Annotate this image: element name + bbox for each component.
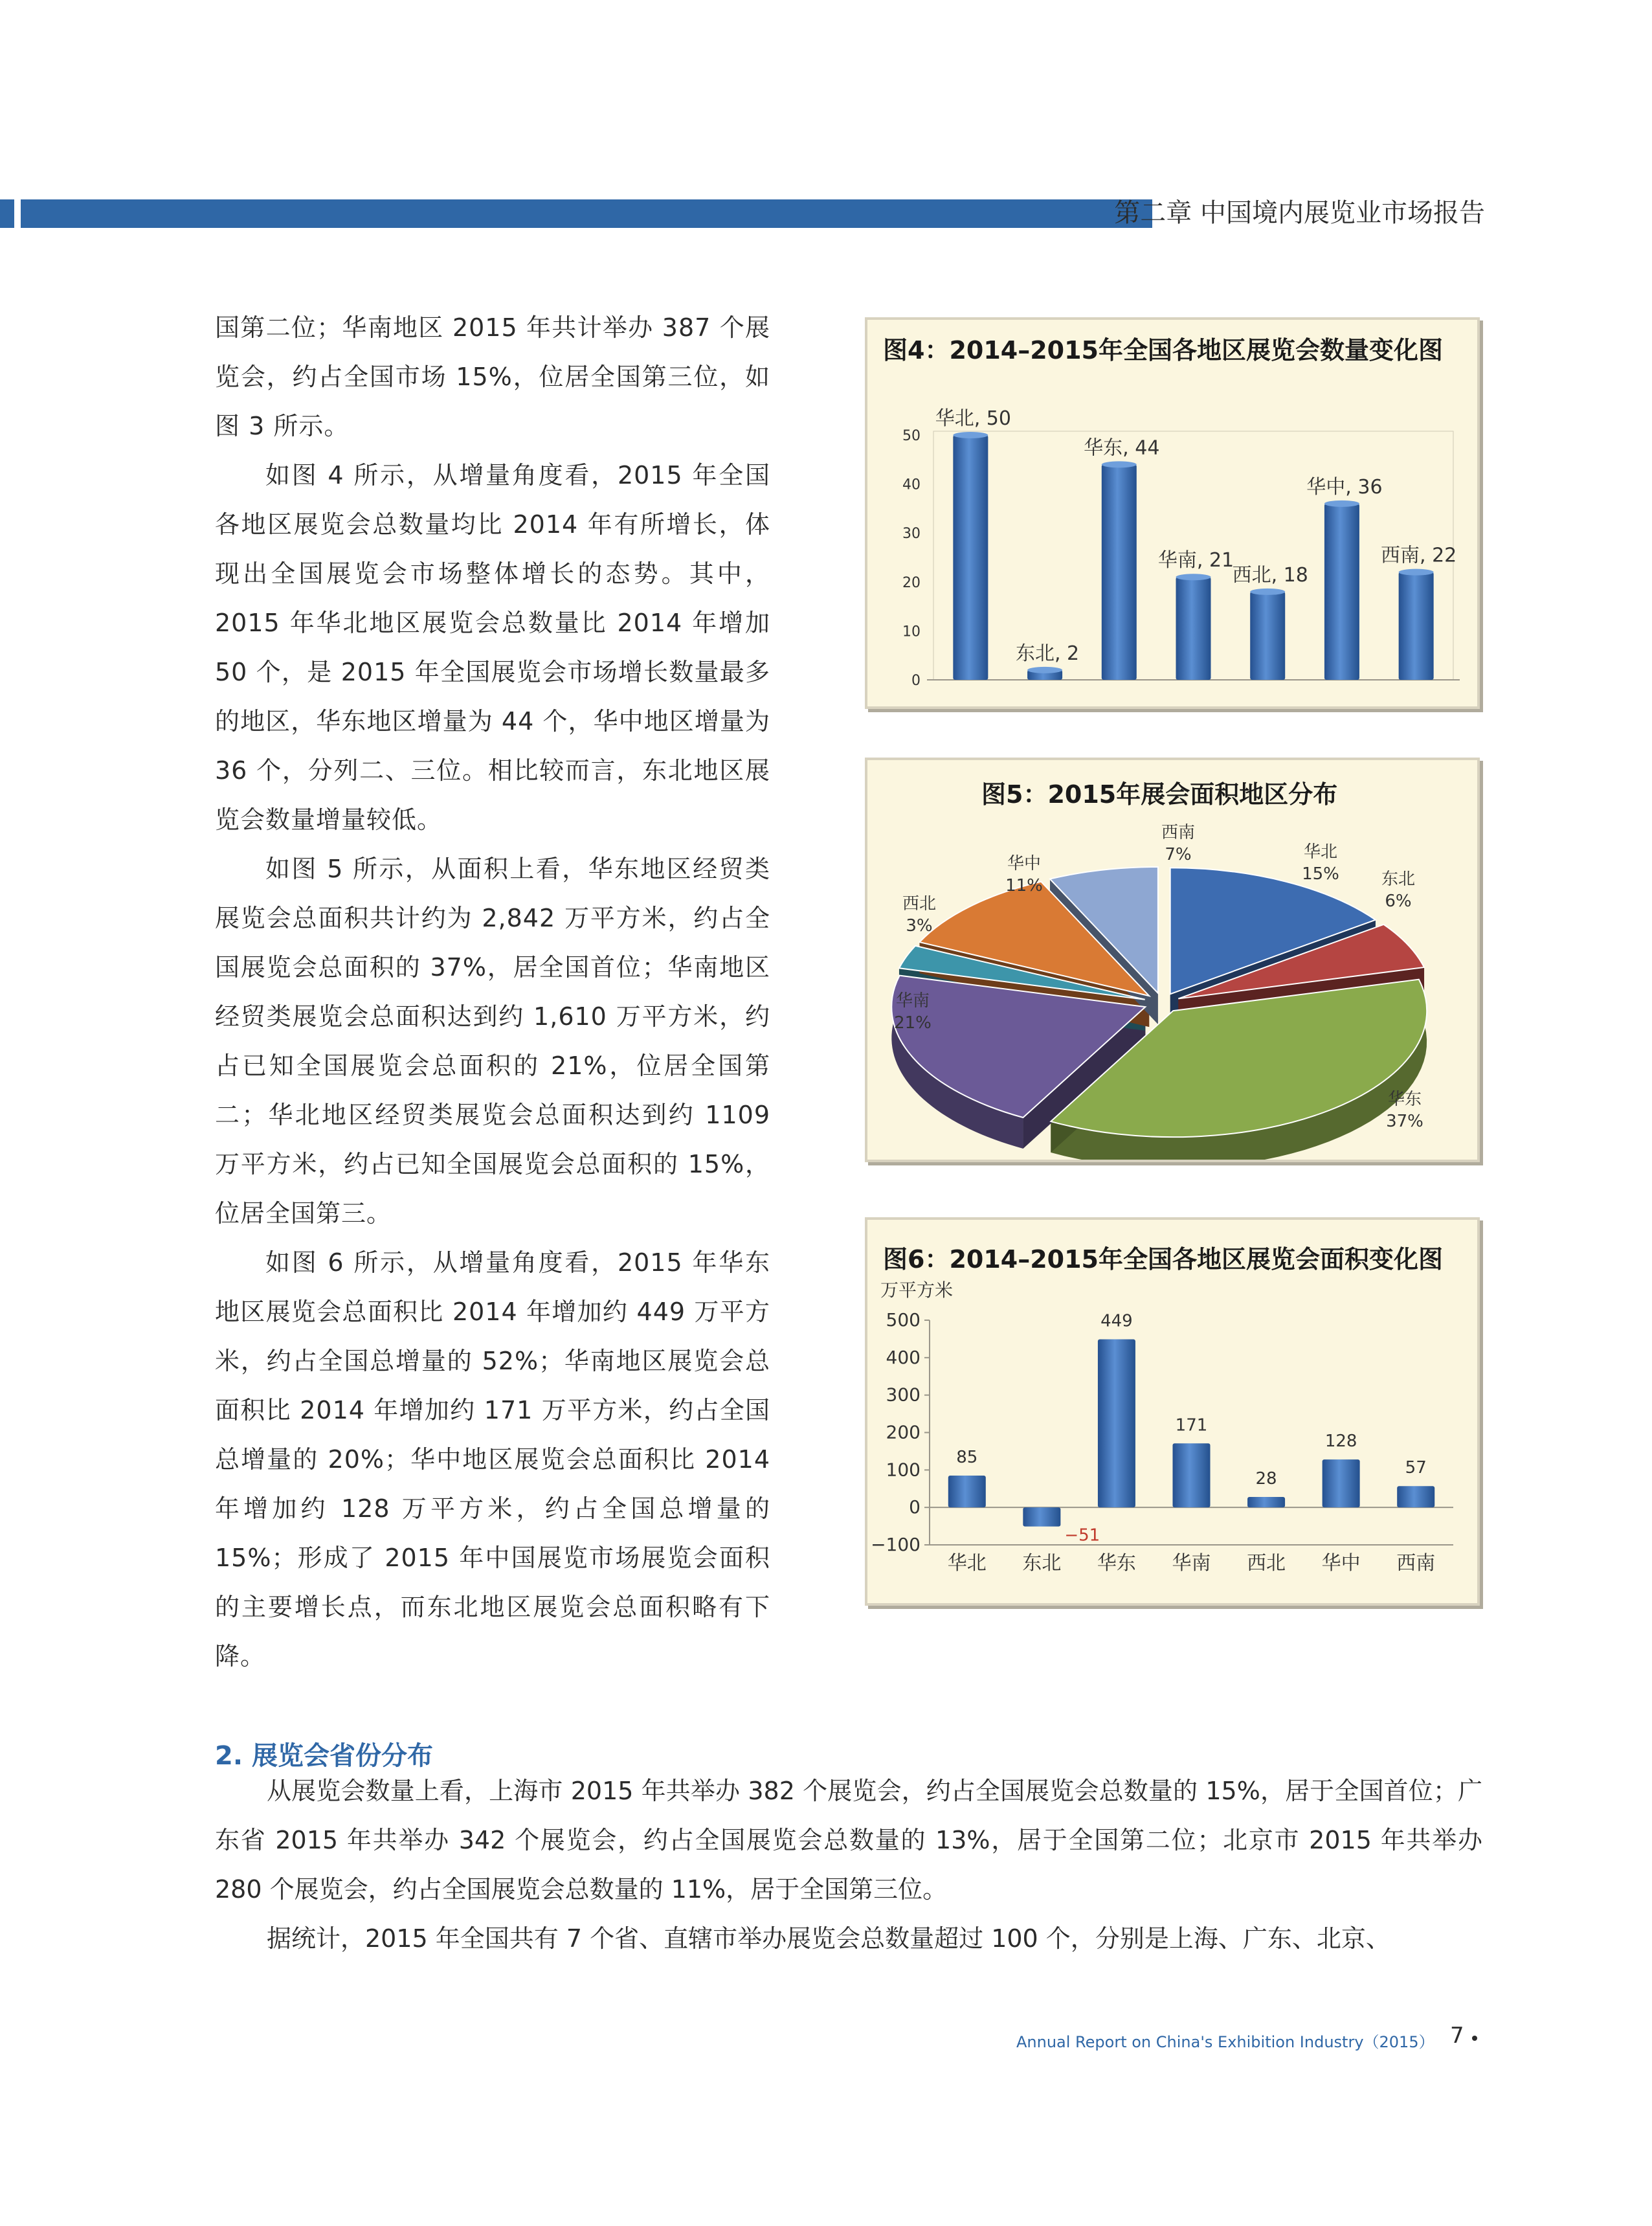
figure-5-chart: [867, 760, 1477, 1160]
page-number: 7: [1450, 2023, 1464, 2049]
section-text: [215, 1766, 1482, 1963]
pie-label-value: 7%: [1165, 845, 1192, 864]
figure-4-title: 图4：2014–2015年全国各地区展览会数量变化图: [883, 336, 1443, 365]
data-label: 东北, 2: [1015, 642, 1080, 665]
paragraph-4: 如图 6 所示，从增量角度看，2015 年华东地区展览会总面积比 2014 年增加约 449 万平方米，约占全国总增量的 52%；华南地区展览会总面积比 2014 年增加约 171 万平方米，约占全国总增量的 20%；华中地区展览会总面积比 2014 年增加约 128 万平方米，约占全国总增量的 15%；形成了 2015 年中国展览市场展览会面积的主要增长点，而东北地区展览会总面积略有下降。: [215, 1248, 770, 1670]
page-dot: [1472, 2036, 1477, 2041]
section-paragraph-1: 从展览会数量上看，上海市 2015 年共举办 382 个展览会，约占全国展览会总数量的 15%，居于全国首位；广东省 2015 年共举办 342 个展览会，约占全国展览会总数量的 13%，居于全国第二位；北京市 2015 年共举办 280 个展览会，约占全国展览会总数量的 11%，居于全国第三位。: [215, 1777, 1482, 1904]
y-tick-label: 400: [886, 1346, 921, 1368]
figure-5-panel: [865, 758, 1480, 1162]
figure-6-panel: [865, 1217, 1480, 1606]
bar: [1173, 1443, 1211, 1507]
x-tick-label: 华北: [947, 1552, 987, 1575]
data-label: 28: [1255, 1468, 1277, 1489]
x-tick-label: 华中: [1321, 1552, 1361, 1575]
figure-4-chart: [867, 320, 1477, 706]
data-label: 华中, 36: [1306, 475, 1383, 499]
bar-cap: [1027, 667, 1062, 673]
y-tick-label: −100: [871, 1534, 921, 1555]
y-tick-label: 200: [886, 1421, 921, 1443]
y-tick-label: 10: [902, 624, 921, 640]
bar: [1399, 572, 1434, 680]
bar: [1176, 577, 1211, 680]
y-tick-label: 0: [909, 1496, 921, 1518]
bar: [953, 435, 988, 680]
paragraph-1: 国第二位；华南地区 2015 年共计举办 387 个展览会，约占全国市场 15%，位居全国第三位，如图 3 所示。: [215, 313, 770, 440]
pie-label-name: 华中: [1007, 854, 1042, 873]
data-label: 85: [956, 1448, 978, 1468]
bar: [1397, 1486, 1434, 1507]
x-tick-label: 西南: [1396, 1552, 1436, 1575]
data-label: 华北, 50: [935, 407, 1011, 430]
header-bar: [0, 199, 1152, 228]
pie-label-value: 37%: [1386, 1112, 1423, 1131]
bar: [1247, 1497, 1285, 1507]
y-tick-label: 40: [902, 477, 921, 493]
bar-cap: [1176, 574, 1211, 580]
bar: [1098, 1339, 1135, 1507]
y-tick-label: 30: [902, 526, 921, 543]
y-tick-label: 50: [902, 428, 921, 444]
figure-6-chart: [867, 1220, 1477, 1603]
left-column-text: [215, 303, 770, 1681]
data-label: 128: [1324, 1432, 1357, 1452]
bar-cap: [1250, 589, 1285, 595]
pie-label-value: 21%: [894, 1013, 932, 1033]
bar: [1323, 1459, 1360, 1507]
x-tick-label: 华东: [1097, 1552, 1136, 1575]
data-label: −51: [1064, 1525, 1100, 1546]
data-label: 西南, 22: [1381, 544, 1457, 567]
bar-cap: [1399, 569, 1434, 576]
section-heading: 2. 展览会省份分布: [215, 1741, 433, 1771]
y-tick-label: 100: [886, 1459, 921, 1481]
data-label: 华南, 21: [1157, 549, 1234, 572]
bar-cap: [1102, 461, 1137, 467]
pie-label-value: 3%: [906, 916, 933, 936]
bar-cap: [953, 432, 988, 438]
x-tick-label: 西北: [1247, 1552, 1286, 1575]
pie-label-value: 11%: [1005, 876, 1043, 895]
pie-label-name: 华东: [1387, 1090, 1422, 1109]
pie-label-name: 华北: [1303, 842, 1338, 862]
paragraph-2: 如图 4 所示，从增量角度看，2015 年全国各地区展览会总数量均比 2014 年有所增长，体现出全国展览会市场整体增长的态势。其中，2015 年华北地区展览会总数量比 2014 年增加 50 个，是 2015 年全国展览会市场增长数量最多的地区，华东地区增量为 44 个，华中地区增量为 36 个，分列二、三位。相比较而言，东北地区展览会数量增量较低。: [215, 461, 770, 834]
x-tick-label: 华南: [1172, 1552, 1211, 1575]
pie-label-name: 华南: [895, 991, 930, 1011]
y-tick-label: 500: [886, 1309, 921, 1331]
pie-label-name: 西北: [902, 894, 937, 914]
y-tick-label: 20: [902, 574, 921, 591]
bar: [1250, 592, 1285, 680]
pie-label-name: 东北: [1381, 870, 1416, 889]
figure-4-panel: [865, 317, 1480, 709]
data-label: 449: [1100, 1311, 1133, 1331]
pie-label-value: 15%: [1302, 864, 1339, 884]
y-tick-label: 0: [911, 673, 921, 689]
pie-label-name: 西南: [1161, 823, 1196, 842]
data-label: 华东, 44: [1084, 436, 1160, 460]
header-notch: [14, 199, 21, 228]
paragraph-3: 如图 5 所示，从面积上看，华东地区经贸类展览会总面积共计约为 2,842 万平方米，约占全国展览会总面积的 37%，居全国首位；华南地区经贸类展览会总面积达到约 1,610 万平方米，约占已知全国展览会总面积的 21%，位居全国第二；华北地区经贸类展览会总面积达到约 1109 万平方米，约占已知全国展览会总面积的 15%，位居全国第三。: [215, 855, 770, 1228]
pie-label-value: 6%: [1385, 892, 1412, 911]
bar: [1102, 464, 1137, 680]
x-tick-label: 东北: [1022, 1552, 1062, 1575]
bar-cap: [1324, 500, 1359, 507]
data-label: 57: [1405, 1458, 1427, 1478]
section-paragraph-2: 据统计，2015 年全国共有 7 个省、直辖市举办展览会总数量超过 100 个，分别是上海、广东、北京、: [267, 1924, 1390, 1953]
footer-text: Annual Report on China's Exhibition Industry（2015）: [1016, 2033, 1434, 2051]
figure-6-title: 图6：2014–2015年全国各地区展览会面积变化图: [883, 1245, 1443, 1274]
bar: [1023, 1507, 1060, 1526]
chapter-title: 第二章 中国境内展览业市场报告: [1114, 198, 1485, 228]
data-label: 西北, 18: [1232, 563, 1308, 587]
y-axis-title: 万平方米: [880, 1279, 954, 1301]
y-tick-label: 300: [886, 1384, 921, 1406]
bar: [1324, 504, 1359, 680]
figure-5-title: 图5：2015年展会面积地区分布: [981, 780, 1338, 809]
bar: [948, 1476, 986, 1507]
data-label: 171: [1175, 1415, 1208, 1435]
